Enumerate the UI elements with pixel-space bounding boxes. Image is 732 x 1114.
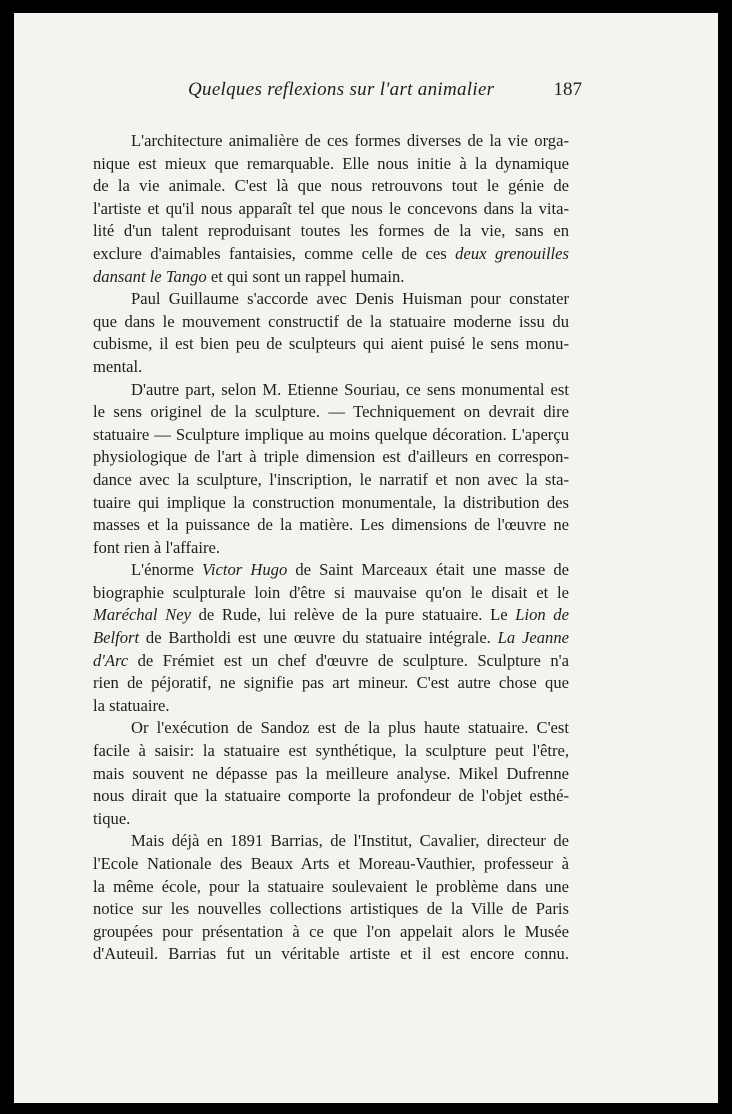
text-line: tique. <box>93 808 131 828</box>
text-line: la même école, pour la statuaire soulevaient le problème dans une <box>93 876 569 896</box>
text-line: nous dirait que la statuaire comporte la profondeur de l'objet esthé- <box>93 786 569 806</box>
text-line: notice sur les nouvelles collections artistiques de la Ville de Paris <box>93 899 569 919</box>
italic-title: Victor Hugo <box>202 560 288 580</box>
italic-title: d'Arc <box>93 650 129 670</box>
paragraph-1 <box>93 130 569 288</box>
text-line <box>93 604 569 627</box>
text-line: cubisme, il est bien peu de sculpteurs qui aient puisé le sens monu- <box>93 334 569 354</box>
text-line: mais souvent ne dépasse pas la meilleure analyse. Mikel Dufrenne <box>93 763 569 783</box>
italic-title: Lion de <box>515 605 569 625</box>
text-line: Paul Guillaume s'accorde avec Denis Huisman pour constater <box>131 289 569 309</box>
text-line: de la vie animale. C'est là que nous retrouvons tout le génie de <box>93 176 569 196</box>
text-line: L'architecture animalière de ces formes diverses de la vie orga- <box>131 131 569 150</box>
page-number: 187 <box>553 79 582 100</box>
text-run: de Frémiet est un chef d'œuvre de sculpture. Sculpture n'a <box>128 650 569 670</box>
text-run: de Bartholdi est une œuvre du statuaire intégrale. <box>139 628 498 648</box>
body-text <box>93 130 569 966</box>
italic-title: dansant le Tango <box>93 266 207 286</box>
text-line: d'Auteuil. Barrias fut un véritable artiste et il est encore connu. <box>93 944 569 964</box>
text-line: masses et la puissance de la matière. Les dimensions de l'œuvre ne <box>93 515 569 535</box>
text-line <box>93 559 569 582</box>
text-run: de Rude, lui relève de la pure statuaire. Le <box>190 605 516 625</box>
running-title: Quelques reflexions sur l'art animalier <box>188 79 495 100</box>
text-line: biographie sculpturale loin d'être si mauvaise qu'on le disait et le <box>93 582 569 602</box>
text-line: le sens originel de la sculpture. — Techniquement on devrait dire <box>93 402 569 422</box>
text-run: L'énorme <box>131 560 203 580</box>
italic-title: Maréchal Ney <box>93 605 191 625</box>
paragraph-6 <box>93 830 569 966</box>
text-line: rien de péjoratif, ne signifie pas art mineur. C'est autre chose que <box>93 673 569 693</box>
text-line: facile à saisir: la statuaire est synthétique, la sculpture peut l'être, <box>93 741 569 761</box>
text-line: physiologique de l'art à triple dimension est d'ailleurs en correspon- <box>93 447 569 467</box>
paragraph-5 <box>93 717 569 830</box>
text-line: dance avec la sculpture, l'inscription, le narratif et non avec la sta- <box>93 469 569 489</box>
text-line: lité d'un talent reproduisant toutes les formes de la vie, sans en <box>93 221 569 241</box>
paragraph-2 <box>93 288 569 378</box>
text-run: exclure d'aimables fantaisies, comme celle de ces <box>93 243 456 263</box>
text-line: Mais déjà en 1891 Barrias, de l'Institut, Cavalier, directeur de <box>131 831 569 851</box>
text-run: de Saint Marceaux était une masse de <box>287 560 569 580</box>
text-line: tuaire qui implique la construction monumentale, la distribution des <box>93 492 569 512</box>
text-line: que dans le mouvement constructif de la statuaire moderne issu du <box>93 311 569 331</box>
page-header <box>188 79 582 105</box>
text-line: nique est mieux que remarquable. Elle nous initie à la dynamique <box>93 153 569 173</box>
text-line: groupées pour présentation à ce que l'on appelait alors le Musée <box>93 921 569 941</box>
text-line <box>93 266 569 289</box>
text-run: et qui sont un rappel humain. <box>206 266 405 286</box>
text-line: l'artiste et qu'il nous apparaît tel que nous le concevons dans la vita- <box>93 198 569 218</box>
text-line: Or l'exécution de Sandoz est de la plus haute statuaire. C'est <box>131 718 569 738</box>
text-line: font rien à l'affaire. <box>93 537 221 557</box>
paragraph-4 <box>93 559 569 717</box>
italic-title: La Jeanne <box>497 628 569 648</box>
text-line: mental. <box>93 356 143 376</box>
text-line: la statuaire. <box>93 695 170 715</box>
text-line <box>93 627 569 650</box>
text-line: l'Ecole Nationale des Beaux Arts et Moreau-Vauthier, professeur à <box>93 854 569 873</box>
text-line <box>93 650 569 673</box>
text-line <box>93 243 569 266</box>
text-line: D'autre part, selon M. Etienne Souriau, ce sens monumental est <box>131 379 569 399</box>
paragraph-3 <box>93 379 569 560</box>
italic-title: deux grenouilles <box>455 243 569 263</box>
text-line: statuaire — Sculpture implique au moins quelque décoration. L'aperçu <box>93 424 569 444</box>
italic-title: Belfort <box>93 628 140 648</box>
